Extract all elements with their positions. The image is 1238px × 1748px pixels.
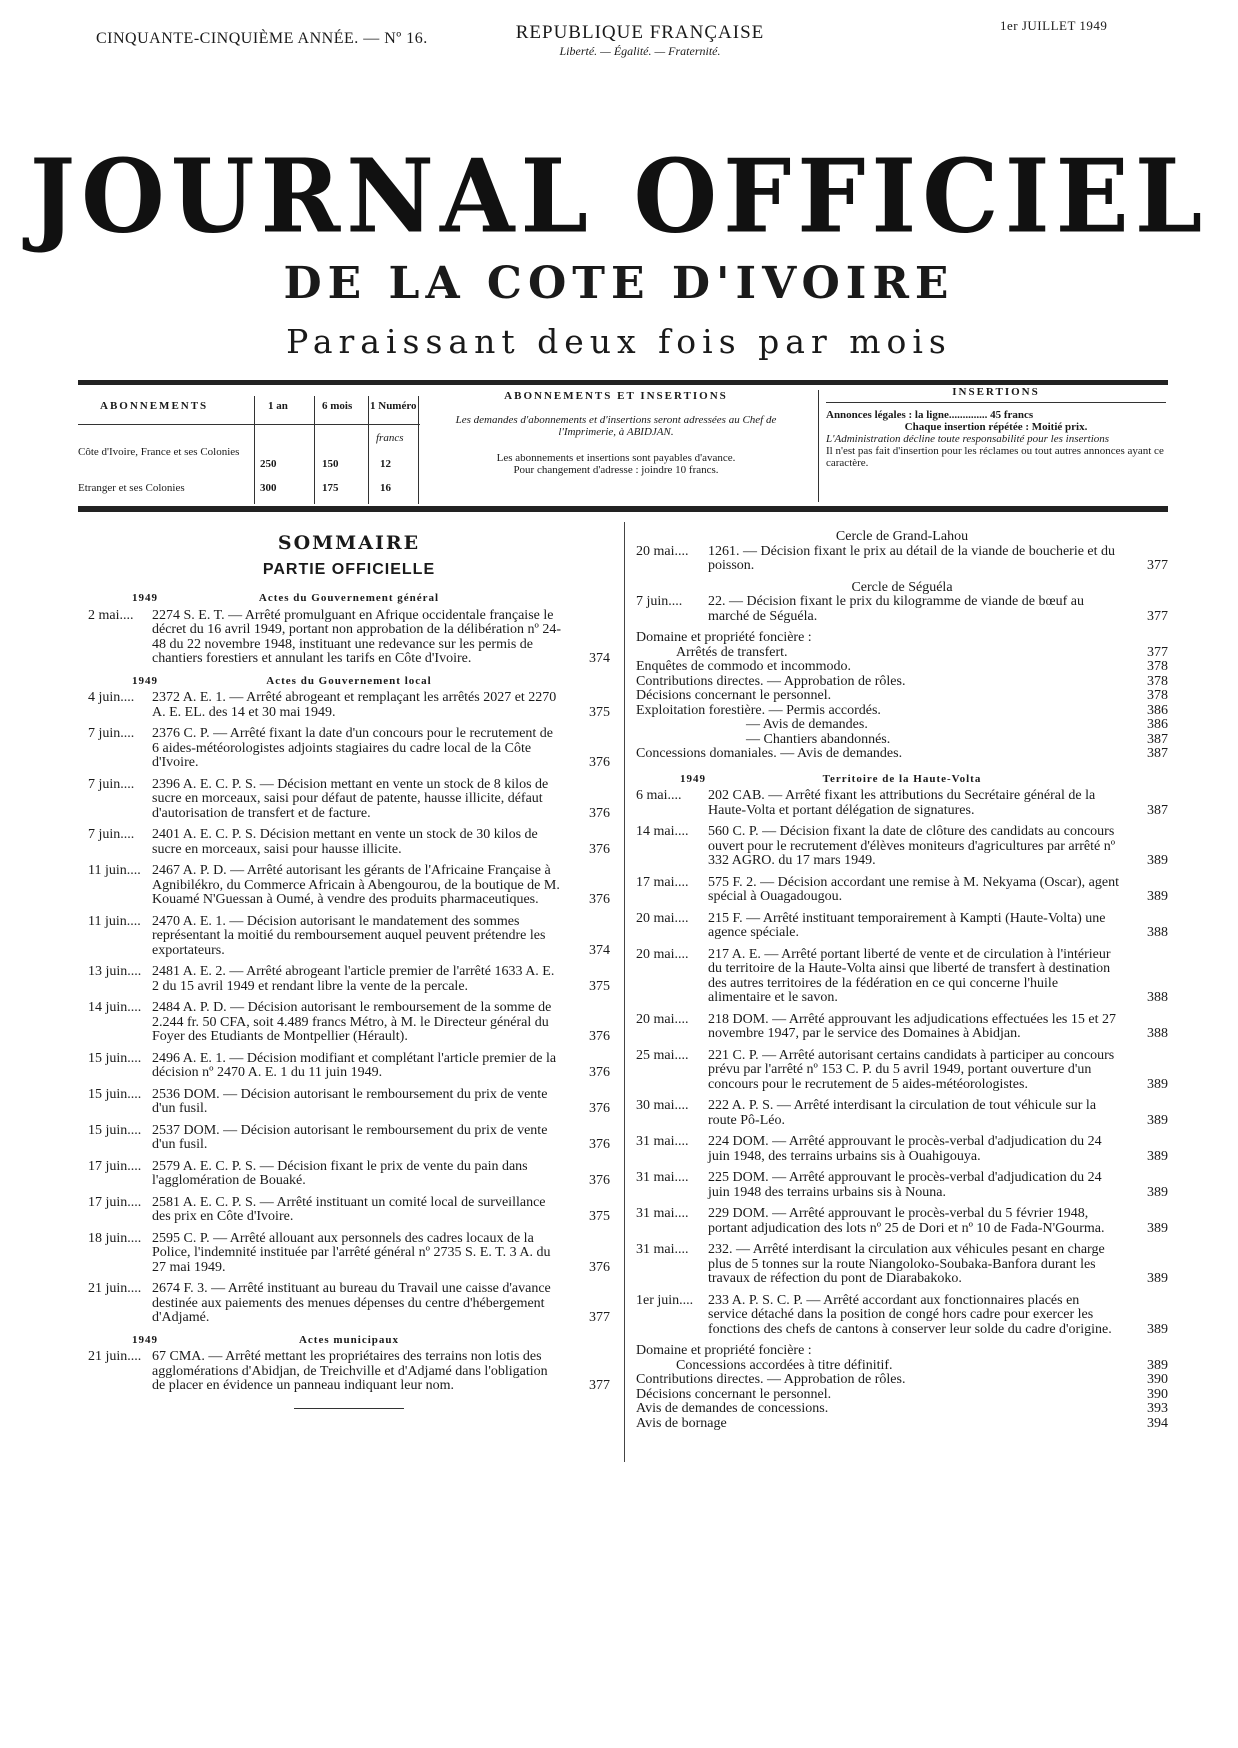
entry-date: 15 juin.... [88,1122,142,1138]
info-text: Pour changement d'adresse : joindre 10 francs. [513,464,719,476]
entry-date: 11 juin.... [88,913,141,929]
entry-page: 388 [1147,925,1168,940]
entry-text: 2496 A. E. 1. — Décision modifiant et complétant l'article premier de la décision nº 2470 A. E. 1 du 11 juin 1949. [152,1050,557,1080]
entry-page: 376 [589,1029,610,1044]
entry-page: 375 [589,704,610,720]
entry-page: 377 [589,1310,610,1325]
entry-page: 389 [1147,1271,1168,1286]
index-page: 386 [1147,717,1168,732]
entry-text: 2537 DOM. — Décision autorisant le remboursement du prix de vente d'un fusil. [152,1122,548,1152]
entry-page: 389 [1147,853,1168,868]
entry-page: 389 [1147,1220,1168,1236]
entry-date: 20 mai.... [636,946,689,962]
insertions-line: Il n'est pas fait d'insertion pour les réclames ou tout autres annonces ayant ce caractère. [826,445,1164,469]
index-page: 389 [1147,1357,1168,1373]
entry-text: 2467 A. P. D. — Arrêté autorisant les gérants de l'Africaine Française à Agnibilékro, du Commerce Africain à Abengourou, de la boutique de M. Kouamé N'Guessan à Oumé, à vendre des produits pharmaceutiques. [152,863,560,907]
entry-text: 215 F. — Arrêté instituant temporairement à Kampti (Haute-Volta) une agence spéciale. [708,910,1106,940]
entry-text: 218 DOM. — Arrêté approuvant les adjudications effectuées les 15 et 27 novembre 1947, par le service des Domaines à Abidjan. [708,1011,1116,1041]
entry-text: 2595 C. P. — Arrêté allouant aux personnels des cadres locaux de la Police, l'indemnité instituée par l'arrêté général nº 2735 S. E. T. 3 A. du 27 mai 1949. [152,1230,551,1275]
sommaire-entry [88,691,610,720]
subscription-header: ABONNEMENTS [100,400,209,412]
entry-text: 2481 A. E. 2. — Arrêté abrogeant l'article premier de l'arrêté 1633 A. E. 2 du 15 avril 1949 et rendant libre la vente de la percale. [152,964,555,994]
bottom-rule [78,506,1168,512]
entry-date: 31 mai.... [636,1134,689,1149]
index-text: Contributions directes. — Approbation de rôles. [636,1372,906,1387]
entry-page: 389 [1147,1184,1168,1200]
entry-page: 389 [1147,1112,1168,1128]
entry-date: 7 juin.... [88,726,135,741]
entry-text: 202 CAB. — Arrêté fixant les attributions du Secrétaire général de la Haute-Volta et portant délégation de signatures. [708,788,1096,818]
index-text: Concessions domaniales. — Avis de demandes. [636,746,903,761]
index-page: 394 [1147,1415,1168,1431]
col-6mois: 6 mois [322,400,353,412]
entry-date: 25 mai.... [636,1047,689,1063]
index-text: Décisions concernant le personnel. [636,1386,832,1402]
entry-page: 375 [589,978,610,994]
entry-date: 1er juin.... [636,1292,694,1308]
index-text: Arrêtés de transfert. [676,644,788,660]
right-section [636,772,1168,1338]
insertions-header: INSERTIONS [952,386,1040,398]
entry-page: 388 [1147,1026,1168,1041]
entry-date: 31 mai.... [636,1206,689,1221]
index-text: Enquêtes de commodo et incommodo. [636,659,852,674]
sommaire-entry [636,789,1168,818]
index-line [636,1402,1168,1417]
index-line [636,733,1168,748]
sommaire-right-column [636,530,1168,1431]
sommaire-entry [88,1160,610,1189]
entry-text: 225 DOM. — Arrêté approuvant le procès-verbal d'adjudication du 24 juin 1948 des terrains urbains sis à Nouna. [708,1170,1102,1200]
index-text: Décisions concernant le personnel. [636,688,832,703]
entry-page: 389 [1147,889,1168,904]
info-header: ABONNEMENTS ET INSERTIONS [504,390,728,402]
index-page: 390 [1147,1372,1168,1387]
index-text: — Chantiers abandonnés. [746,731,891,747]
sommaire-entry [636,1171,1168,1200]
sommaire-entry [88,965,610,994]
index-page: 387 [1147,746,1168,761]
entry-page: 387 [1147,802,1168,818]
index-page: 378 [1147,688,1168,703]
row-value: 250 [260,458,277,470]
entry-page: 377 [589,1378,610,1393]
index-text: Contributions directes. — Approbation de rôles. [636,673,906,689]
row-value: 175 [322,482,339,494]
sommaire-left-column [88,530,610,1409]
index-text: Concessions accordées à titre définitif. [676,1357,893,1373]
entry-text: 232. — Arrêté interdisant la circulation aux véhicules pesant en charge plus de 5 tonnes sur la route Niangoloko-Soubaka-Banfora durant les travaux de réfection du pont de Diarabakoko. [708,1242,1105,1286]
subscription-table [78,386,420,504]
entry-date: 31 mai.... [636,1242,689,1257]
issue-date: 1er JUILLET 1949 [1000,18,1108,33]
sommaire-entry [636,1013,1168,1042]
entry-text: 67 CMA. — Arrêté mettant les propriétaires des terrains non lotis des agglomérations d'Abidjan, de Treichville et d'Adjamé dans l'obligation de placer en évidence un panneau indiquant leur nom. [152,1349,548,1393]
row-value: 150 [322,458,339,470]
sommaire-entry [88,864,610,908]
index-line [636,1373,1168,1388]
sommaire-entry [88,915,610,959]
index-text: — Avis de demandes. [746,717,868,732]
index-line [636,718,1168,733]
entry-text: 560 C. P. — Décision fixant la date de clôture des candidats au concours ouvert pour le recrutement d'élèves moniteurs d'agricultures par arrêté nº 332 AGRO. du 17 mars 1949. [708,824,1116,868]
sommaire-entry [88,1052,610,1081]
index-text: Domaine et propriété foncière : [636,630,812,645]
entry-date: 18 juin.... [88,1230,142,1246]
entry-date: 20 mai.... [636,910,689,926]
index-page: 387 [1147,731,1168,747]
section-heading [636,772,1168,787]
entry-page: 377 [1147,608,1168,624]
index-page: 377 [1147,644,1168,660]
section-year: 1949 [132,592,158,604]
entry-text: 2376 C. P. — Arrêté fixant la date d'un concours pour le recrutement de 6 aides-météorologistes adjoints stagiaires du cadre local de la Côte d'Ivoire. [152,726,554,770]
index-line [636,1417,1168,1432]
entry-page: 376 [589,1101,610,1116]
journal-tagline: Paraissant deux fois par mois [286,322,952,361]
entry-text: 1261. — Décision fixant le prix au détail de la viande de boucherie et du poisson. [708,543,1116,573]
entry-page: 376 [589,1137,610,1152]
row-value: 12 [380,458,391,470]
entry-date: 21 juin.... [88,1281,142,1296]
entry-text: 575 F. 2. — Décision accordant une remise à M. Nekyama (Oscar), agent spécial à Ouagadougou. [708,874,1119,904]
unit-label: francs [376,432,404,444]
cercle-heading: Cercle de Grand-Lahou [835,529,969,544]
entry-page: 389 [1147,1148,1168,1164]
entry-page: 377 [1147,558,1168,573]
journal-title: JOURNAL OFFICIEL [29,137,1209,256]
sommaire-entry [88,1001,610,1045]
entry-text: 224 DOM. — Arrêté approuvant le procès-verbal d'adjudication du 24 juin 1948, des terrains urbains sis à Ouahigouya. [708,1134,1102,1164]
entry-date: 6 mai.... [636,788,682,803]
sommaire-title: SOMMAIRE [277,532,421,554]
row-label-cote-ivoire: Côte d'Ivoire, France et ses Colonies [78,446,240,458]
section-title: Actes du Gouvernement général [258,592,440,604]
index-line [636,1388,1168,1403]
sommaire-entry [636,912,1168,941]
sommaire-entry [636,595,1168,624]
section-year: 1949 [132,1333,158,1346]
right-index-2 [636,1344,1168,1431]
entry-text: 217 A. E. — Arrêté portant liberté de vente et de circulation à l'intérieur du territoire de la Haute-Volta ainsi que liberté de transfert à destination des autres territoires de la fédération en ce qui concerne l'huile alimentaire et le savon. [708,946,1111,1005]
entry-date: 13 juin.... [88,964,142,979]
column-divider [624,522,625,1462]
entry-page: 389 [1147,1076,1168,1092]
entry-date: 17 mai.... [636,874,689,890]
entry-page: 376 [589,892,610,907]
entry-text: 2579 A. E. C. P. S. — Décision fixant le prix de vente du pain dans l'agglomération de Bouaké. [152,1158,528,1188]
sommaire-entry [88,778,610,822]
entry-text: 221 C. P. — Arrêté autorisant certains candidats à participer au concours prévu par l'arrêté nº 153 C. P. du 5 avril 1949, portant ouverture d'un concours pour le recrutement de 5 aides-météorologistes. [708,1047,1115,1092]
index-line [636,660,1168,675]
entry-text: 2536 DOM. — Décision autorisant le remboursement du prix de vente d'un fusil. [152,1086,548,1116]
sommaire-entry [88,1088,610,1117]
sommaire-entry [636,876,1168,905]
sommaire-entry [636,1243,1168,1287]
entry-date: 7 juin.... [88,776,135,792]
sommaire-entry [636,1207,1168,1236]
entry-text: 229 DOM. — Arrêté approuvant le procès-verbal du 5 février 1948, portant adjudication des lots nº 25 de Dori et nº 10 de Fada-N'Gourma. [708,1206,1105,1236]
section-heading [88,591,610,606]
entry-date: 14 mai.... [636,824,689,839]
cercle-heading: Cercle de Séguéla [851,579,953,595]
entry-date: 7 juin.... [636,594,683,609]
row-value: 300 [260,482,277,494]
insertions-line: Annonces légales : la ligne.............. 45 francs [826,409,1034,421]
entry-text: 2484 A. P. D. — Décision autorisant le remboursement de la somme de 2.244 fr. 50 CFA, soit 4.489 francs Métro, à M. le Directeur général du Foyer des Etudiants de Montpellier (Hérault). [152,1000,552,1044]
sommaire-entry [636,545,1168,574]
entry-date: 17 juin.... [88,1194,142,1210]
entry-page: 376 [589,1173,610,1188]
insertions-info [826,386,1166,504]
sommaire-entry [636,948,1168,1006]
sommaire-entry [88,1350,610,1394]
insertions-line: L'Administration décline toute responsabilité pour les insertions [826,433,1110,445]
index-text: Exploitation forestière. — Permis accordés. [636,702,881,718]
republic-title: REPUBLIQUE FRANÇAISE [515,22,765,43]
entry-date: 14 juin.... [88,1000,142,1015]
entry-text: 233 A. P. S. C. P. — Arrêté accordant aux fonctionnaires placés en service détaché dans la position de congé hors cadre pour exercer les fonctions des chefs de cantons à conserver leur solde du cadre d'origine. [708,1292,1112,1337]
entry-date: 20 mai.... [636,543,689,559]
left-sections [88,591,610,1394]
index-page: 378 [1147,659,1168,674]
row-value: 16 [380,482,391,494]
section-title: Actes municipaux [298,1333,400,1346]
index-line [636,646,1168,661]
index-line [636,689,1168,704]
entry-page: 374 [589,942,610,958]
index-line [636,1344,1168,1359]
sommaire-entry [88,1282,610,1326]
republic-motto: Liberté. — Égalité. — Fraternité. [559,44,721,58]
sommaire-entry [88,1124,610,1153]
insertions-line: Chaque insertion répétée : Moitié prix. [904,421,1088,433]
entry-page: 376 [589,1259,610,1275]
section-year: 1949 [680,772,706,785]
index-line [636,631,1168,646]
journal-subtitle: DE LA COTE D'IVOIRE [283,258,955,309]
section-year: 1949 [132,674,158,687]
index-page: 393 [1147,1401,1168,1416]
info-text: Les demandes d'abonnements et d'insertions seront adressées au Chef de l'Imprimerie, à ABIDJAN. [455,414,777,438]
right-top [636,530,1168,624]
entry-page: 388 [1147,990,1168,1005]
entry-date: 4 juin.... [88,690,135,705]
sommaire-entry [636,1099,1168,1128]
entry-page: 375 [589,1209,610,1224]
index-text: Domaine et propriété foncière : [636,1343,812,1358]
entry-text: 2401 A. E. C. P. S. Décision mettant en vente un stock de 30 kilos de sucre en morceaux, saisi pour hausse illicite. [152,827,538,857]
sommaire-entry [636,1294,1168,1338]
entry-date: 15 juin.... [88,1050,142,1066]
entry-date: 7 juin.... [88,827,135,842]
entry-text: 2372 A. E. 1. — Arrêté abrogeant et remplaçant les arrêtés 2027 et 2270 A. E. EL. des 14 et 30 mai 1949. [152,690,557,720]
top-rule [78,380,1168,385]
entry-date: 31 mai.... [636,1170,689,1185]
sommaire-entry [88,609,610,667]
index-line [636,675,1168,690]
entry-date: 21 juin.... [88,1349,142,1364]
entry-page: 376 [589,841,610,857]
index-line [636,747,1168,762]
index-line [636,1359,1168,1374]
col-1numero: 1 Numéro [370,400,417,412]
entry-date: 17 juin.... [88,1158,142,1174]
sommaire-entry [88,727,610,771]
issue-number: CINQUANTE-CINQUIÈME ANNÉE. — Nº 16. [96,30,428,47]
entry-text: 2674 F. 3. — Arrêté instituant au bureau du Travail une caisse d'avance destinée aux paiements des menues dépenses du centre d'hébergement d'Adjamé. [152,1281,551,1325]
entry-text: 22. — Décision fixant le prix du kilogramme de viande de bœuf au marché de Séguéla. [708,594,1084,624]
entry-text: 2396 A. E. C. P. S. — Décision mettant en vente un stock de 8 kilos de sucre en morceaux, saisi pour défaut de patente, hausse illicite, défaut d'autorisation de transfert et de facture. [152,776,549,821]
sommaire-entry [636,825,1168,869]
right-index-1 [636,631,1168,762]
entry-text: 222 A. P. S. — Arrêté interdisant la circulation de tout véhicule sur la route Pô-Léo. [708,1098,1097,1128]
entry-page: 374 [589,651,610,666]
sommaire-entry [636,1049,1168,1093]
entry-page: 376 [589,755,610,770]
index-page: 378 [1147,673,1168,689]
partie-officielle: PARTIE OFFICIELLE [262,560,436,578]
entry-page: 376 [589,805,610,821]
entry-date: 11 juin.... [88,863,141,878]
info-text: Les abonnements et insertions sont payables d'avance. [496,452,736,464]
subscription-info [430,386,802,504]
row-label-etranger: Etranger et ses Colonies [78,482,185,494]
entry-date: 2 mai.... [88,607,134,623]
sommaire-entry [88,1196,610,1225]
entry-text: 2581 A. E. C. P. S. — Arrêté instituant un comité local de surveillance des prix en Côte d'Ivoire. [152,1194,546,1224]
entry-text: 2274 S. E. T. — Arrêté promulguant en Afrique occidentale française le décret du 16 avril 1949, portant non approbation de la délibération nº 24-48 du 22 novembre 1948, instituant une redevance sur les permis de chantiers forestiers et annulant les tarifs en Côte d'Ivoire. [152,607,562,666]
republic-header [470,22,810,59]
index-line [636,704,1168,719]
entry-page: 376 [589,1065,610,1080]
index-text: Avis de demandes de concessions. [636,1401,829,1416]
sommaire-entry [88,1232,610,1276]
section-title: Territoire de la Haute-Volta [822,772,982,785]
section-title: Actes du Gouvernement local [266,674,432,687]
index-text: Avis de bornage [636,1415,727,1431]
sommaire-entry [636,1135,1168,1164]
entry-page: 389 [1147,1321,1168,1337]
section-heading [88,674,610,689]
index-page: 386 [1147,702,1168,718]
entry-date: 30 mai.... [636,1098,689,1113]
entry-date: 15 juin.... [88,1086,142,1102]
entry-date: 20 mai.... [636,1011,689,1027]
col-1an: 1 an [268,400,288,412]
section-heading [88,1333,610,1348]
sommaire-entry [88,828,610,857]
entry-text: 2470 A. E. 1. — Décision autorisant le mandatement des sommes représentant la moitié du remboursement auquel peuvent prétendre les exportateurs. [152,913,546,958]
index-page: 390 [1147,1386,1168,1402]
